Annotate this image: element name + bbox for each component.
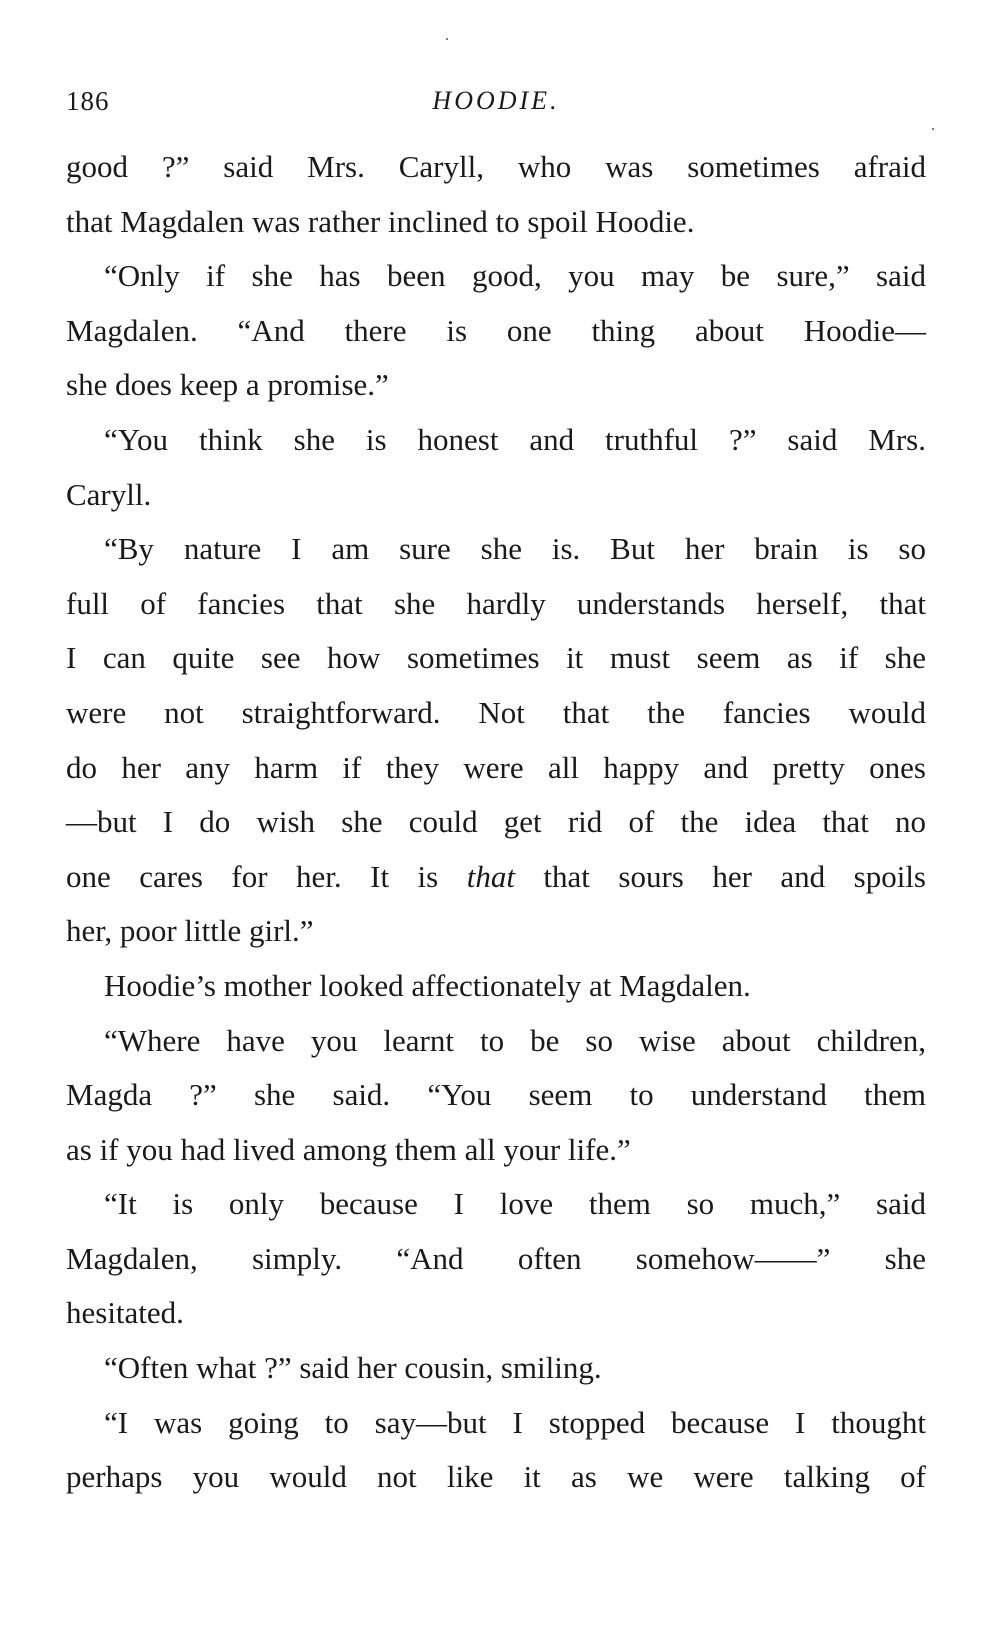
text-line: “It is only because I love them so much,” said — [104, 1186, 926, 1222]
text-line: that Magdalen was rather inclined to spoil Hoodie. — [66, 203, 695, 239]
body-text — [66, 140, 926, 1505]
text-line: Magdalen, simply. “And often somehow——” she — [66, 1240, 926, 1276]
print-speck — [932, 128, 934, 130]
text-line: “By nature I am sure she is. But her brain is so — [104, 531, 926, 567]
text-line: Magda ?” she said. “You seem to understand them — [66, 1077, 926, 1113]
running-title: HOODIE. — [432, 86, 560, 115]
text-line: her, poor little girl.” — [66, 913, 314, 949]
text-line: Magdalen. “And there is one thing about Hoodie— — [66, 312, 926, 348]
text-line: Caryll. — [66, 476, 152, 512]
text-line: “Often what ?” said her cousin, smiling. — [104, 1350, 602, 1386]
italic-emphasis: that — [466, 858, 515, 894]
text-line: hesitated. — [66, 1295, 184, 1331]
text-line: do her any harm if they were all happy and pretty ones — [66, 749, 926, 785]
text-line: as if you had lived among them all your life.” — [66, 1131, 631, 1167]
text-line: “You think she is honest and truthful ?” said Mrs. — [104, 421, 926, 457]
print-speck — [446, 38, 448, 40]
text-line: “Where have you learnt to be so wise about children, — [104, 1022, 926, 1058]
text-line: “Only if she has been good, you may be sure,” said — [104, 258, 926, 294]
text-line: Hoodie’s mother looked affectionately at Magdalen. — [104, 967, 751, 1003]
page-number: 186 — [66, 86, 110, 116]
text-line: were not straightforward. Not that the fancies would — [66, 694, 926, 730]
text-line: perhaps you would not like it as we were talking of — [66, 1459, 926, 1495]
text-line: “I was going to say—but I stopped because I thought — [104, 1404, 926, 1440]
text-run: that sours her and spoils — [514, 858, 926, 894]
page-header — [66, 86, 926, 126]
text-line — [66, 850, 926, 905]
text-line: good ?” said Mrs. Caryll, who was sometimes afraid — [66, 149, 926, 184]
text-line: I can quite see how sometimes it must seem as if she — [66, 640, 926, 676]
text-line: full of fancies that she hardly understands herself, that — [66, 585, 926, 621]
text-run: one cares for her. It is — [66, 858, 467, 894]
text-line: —but I do wish she could get rid of the idea that no — [66, 804, 926, 840]
text-line: she does keep a promise.” — [66, 367, 389, 403]
